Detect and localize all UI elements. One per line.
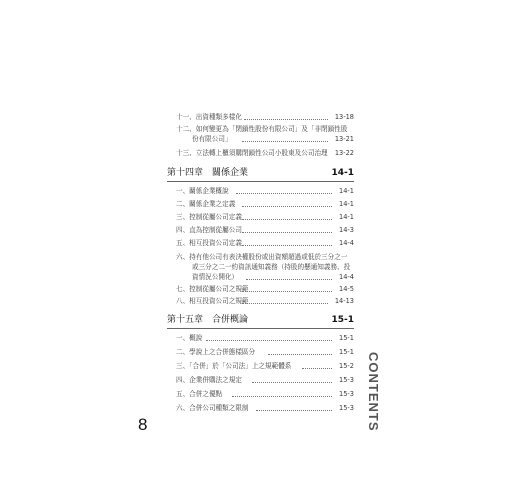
- toc-entry[interactable]: [176, 199, 354, 209]
- toc-entry-title: 一、概說: [176, 334, 203, 342]
- dot-leader: [242, 245, 332, 246]
- toc-entry[interactable]: [176, 225, 354, 235]
- toc-entry-title: 二、學說上之合併態樣區分: [176, 348, 256, 356]
- toc-entry-title: 五、相互投資公司定義: [176, 239, 242, 247]
- toc-entry-title: 十二、如何變更為「閉鎖性股份有限公司」及「非閉鎖性股份有限公司」: [176, 125, 348, 143]
- dot-leader: [252, 382, 332, 383]
- toc-entry-page: 14-4: [339, 239, 354, 247]
- dot-leader: [246, 279, 332, 280]
- toc-entry[interactable]: [176, 375, 354, 385]
- toc-entry[interactable]: [176, 347, 354, 357]
- toc-entry-title: 一、關係企業概說: [176, 187, 229, 195]
- toc-entry-page: 15-3: [339, 376, 354, 384]
- toc-entry-page: 15-3: [339, 390, 354, 398]
- contents-side-label: CONTENTS: [366, 352, 381, 432]
- toc-entry-title: 五、合併之優點: [176, 390, 223, 398]
- toc-entry[interactable]: [176, 124, 354, 144]
- toc-entry[interactable]: [176, 389, 354, 399]
- toc-entry-title: 三、控制從屬公司定義: [176, 213, 242, 221]
- chapter-page: 15-1: [331, 315, 354, 325]
- toc-entry-title: 二、關係企業之定義: [176, 200, 236, 208]
- chapter-title: 第十五章 合併概論: [167, 315, 249, 325]
- toc-entry-page: 14-3: [339, 226, 354, 234]
- dot-leader: [268, 354, 332, 355]
- dot-leader: [242, 141, 328, 142]
- dot-leader: [256, 410, 332, 411]
- toc-entry-title: 十一、出資種類多樣化: [176, 113, 242, 121]
- toc-entry[interactable]: [176, 361, 354, 371]
- toc-entry[interactable]: [176, 252, 354, 282]
- toc-entry[interactable]: [176, 403, 354, 413]
- toc-entry-page: 13-21: [334, 135, 354, 143]
- toc-entry-page: 14-1: [339, 213, 354, 221]
- dot-leader: [236, 193, 332, 194]
- dot-leader: [242, 219, 332, 220]
- toc-entry-page: 14-5: [339, 285, 354, 293]
- toc-entry[interactable]: [176, 333, 354, 343]
- toc-entry[interactable]: [176, 238, 354, 248]
- dot-leader: [302, 368, 332, 369]
- toc-entry-title: 四、直為控制從屬公司: [176, 226, 242, 234]
- toc-entry-title: 十三、立法轉上櫃須購閉鎖性公司小股東及公司治理: [176, 149, 328, 157]
- toc-entry-title: 七、控制從屬公司之規範: [176, 285, 249, 293]
- toc-entry-title: 四、企業併購法之規定: [176, 376, 242, 384]
- chapter-heading[interactable]: [167, 310, 354, 329]
- dot-leader: [206, 340, 332, 341]
- toc-entry-page: 14-13: [334, 297, 354, 305]
- page-number: 8: [138, 415, 148, 434]
- toc-entry-page: 13-18: [334, 113, 354, 121]
- dot-leader: [242, 232, 332, 233]
- toc-entry[interactable]: [176, 186, 354, 196]
- dot-leader: [242, 291, 332, 292]
- toc-entry[interactable]: [176, 296, 354, 306]
- toc-entry-page: 13-22: [334, 149, 354, 157]
- toc-entry[interactable]: [176, 148, 354, 158]
- dot-leader: [232, 396, 332, 397]
- chapter-title: 第十四章 關係企業: [167, 168, 249, 178]
- toc-entry-title: 六、持有他公司有表決權股份或出資額超過或低於三分之一或三分之二一約資訊通知義務（持股的懸通知義務、投資情況公開化）: [176, 253, 351, 281]
- toc-entry-page: 14-4: [339, 273, 354, 281]
- toc-entry[interactable]: [176, 212, 354, 222]
- toc-entry[interactable]: [176, 284, 354, 294]
- toc-entry-page: 15-3: [339, 404, 354, 412]
- toc-entry-page: 15-1: [339, 334, 354, 342]
- toc-entry-page: 15-2: [339, 362, 354, 370]
- chapter-page: 14-1: [331, 168, 354, 178]
- dot-leader: [244, 119, 328, 120]
- toc-entry-title: 六、合併公司種類之限制: [176, 404, 249, 412]
- toc-entry-title: 八、相互投資公司之規範: [176, 297, 249, 305]
- dot-leader: [242, 206, 332, 207]
- toc-entry-page: 14-1: [339, 200, 354, 208]
- toc-entry-page: 14-1: [339, 187, 354, 195]
- toc-entry-page: 15-1: [339, 348, 354, 356]
- toc-entry[interactable]: [176, 112, 354, 122]
- toc-entry-title: 三、「合併」於「公司法」上之規範體系: [176, 362, 292, 370]
- chapter-heading[interactable]: [167, 163, 354, 182]
- dot-leader: [242, 303, 328, 304]
